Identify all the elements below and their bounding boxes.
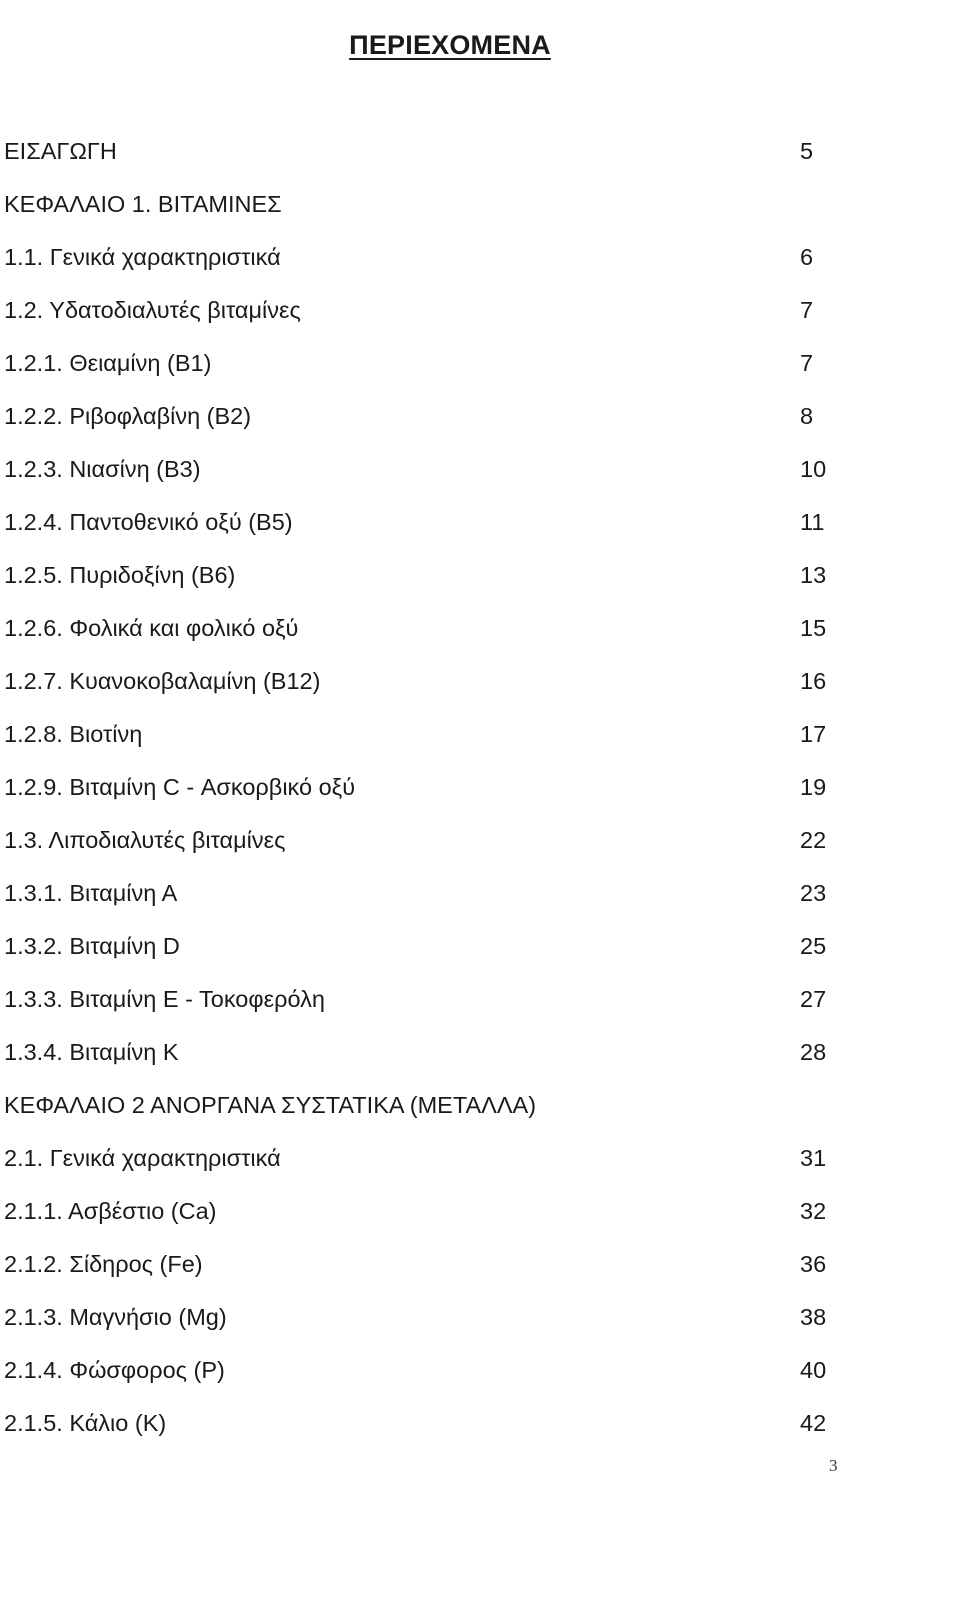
toc-entry-page: 38 [800, 1304, 827, 1330]
toc-entry [0, 1196, 960, 1249]
toc-entry-label: 2.1. Γενικά χαρακτηριστικά [4, 1145, 281, 1171]
toc-entry [0, 878, 960, 931]
toc-entry-page: 28 [800, 1039, 827, 1065]
toc-entry [0, 772, 960, 825]
toc-entry-page: 36 [800, 1251, 827, 1277]
toc-entry-label: 1.2.5. Πυριδοξίνη (Β6) [4, 562, 236, 588]
toc-entry [0, 507, 960, 560]
toc-entry-label: 1.2.1. Θειαμίνη (Β1) [4, 350, 212, 376]
toc-entry [0, 825, 960, 878]
toc-entry-label: 2.1.5. Κάλιο (Κ) [4, 1410, 167, 1436]
toc-chapter-heading [0, 1090, 960, 1143]
toc-chapter-heading [0, 189, 960, 242]
toc-entry-page: 23 [800, 880, 827, 906]
toc-entry-page: 6 [800, 244, 814, 270]
toc-entry-label: 1.2.7. Κυανοκοβαλαμίνη (Β12) [4, 668, 321, 694]
toc-entry-label: ΕΙΣΑΓΩΓΗ [4, 138, 117, 164]
toc-entry-label: ΚΕΦΑΛΑΙΟ 1. ΒΙΤΑΜΙΝΕΣ [4, 191, 282, 217]
toc-entry [0, 1143, 960, 1196]
toc-entry-page: 13 [800, 562, 827, 588]
toc-entry-label: 1.3.4. Βιταμίνη Κ [4, 1039, 179, 1065]
toc-entry-label: 1.2.2. Ριβοφλαβίνη (Β2) [4, 403, 252, 429]
toc-entry [0, 1249, 960, 1302]
toc-entry-page: 22 [800, 827, 827, 853]
page-number: 3 [829, 1456, 838, 1475]
toc-entry-label: 2.1.1. Ασβέστιο (Ca) [4, 1198, 217, 1224]
toc-entry-label: 2.1.4. Φώσφορος (Ρ) [4, 1357, 225, 1383]
toc-entry [0, 401, 960, 454]
toc-entry [0, 295, 960, 348]
toc-entry [0, 613, 960, 666]
toc-entry-label: 1.2.4. Παντοθενικό οξύ (Β5) [4, 509, 293, 535]
toc-entry-label: 1.3.1. Βιταμίνη Α [4, 880, 178, 906]
toc-entry-label: 1.2. Υδατοδιαλυτές βιταμίνες [4, 297, 301, 323]
page-title: ΠΕΡΙΕΧΟΜΕΝΑ [349, 30, 551, 60]
toc-entry-page: 40 [800, 1357, 827, 1383]
toc-entry [0, 666, 960, 719]
toc-entry-label: 1.2.8. Βιοτίνη [4, 721, 143, 747]
toc-entry-label: 1.3.2. Βιταμίνη D [4, 933, 180, 959]
toc-entry-page: 42 [800, 1410, 827, 1436]
toc-entry-page: 7 [800, 350, 814, 376]
toc-entry [0, 1408, 960, 1461]
toc-entry-page: 31 [800, 1145, 827, 1171]
toc-entry [0, 719, 960, 772]
toc-entry [0, 454, 960, 507]
toc-entry [0, 1355, 960, 1408]
toc-entry-page: 8 [800, 403, 814, 429]
toc-entry-label: 1.1. Γενικά χαρακτηριστικά [4, 244, 281, 270]
toc-entry-page: 15 [800, 615, 827, 641]
toc-entry [0, 242, 960, 295]
toc-entry [0, 1037, 960, 1090]
toc-entry-page: 32 [800, 1198, 827, 1224]
toc-entry-label: 1.2.9. Βιταμίνη C - Ασκορβικό οξύ [4, 774, 356, 800]
toc-entry-page: 16 [800, 668, 827, 694]
toc-entry-label: 2.1.3. Μαγνήσιο (Mg) [4, 1304, 227, 1330]
toc-entry-page: 10 [800, 456, 827, 482]
toc-entry-page: 11 [800, 509, 825, 535]
toc-entry-label: ΚΕΦΑΛΑΙΟ 2 ΑΝΟΡΓΑΝΑ ΣΥΣΤΑΤΙΚΑ (ΜΕΤΑΛΛΑ) [4, 1092, 537, 1118]
table-of-contents [0, 136, 960, 1461]
toc-entry-page: 17 [800, 721, 827, 747]
toc-entry [0, 984, 960, 1037]
toc-entry [0, 560, 960, 613]
toc-entry [0, 136, 960, 189]
toc-entry-page: 19 [800, 774, 827, 800]
toc-entry-label: 1.2.6. Φολικά και φολικό οξύ [4, 615, 299, 641]
toc-entry-page: 25 [800, 933, 827, 959]
toc-entry-page: 5 [800, 138, 814, 164]
toc-entry-page: 27 [800, 986, 827, 1012]
toc-entry-label: 1.3. Λιποδιαλυτές βιταμίνες [4, 827, 286, 853]
toc-entry-label: 1.2.3. Νιασίνη (Β3) [4, 456, 201, 482]
toc-entry [0, 348, 960, 401]
toc-entry-page: 7 [800, 297, 814, 323]
toc-entry [0, 931, 960, 984]
toc-entry-label: 2.1.2. Σίδηρος (Fe) [4, 1251, 203, 1277]
toc-entry [0, 1302, 960, 1355]
toc-entry-label: 1.3.3. Βιταμίνη Ε - Τοκοφερόλη [4, 986, 325, 1012]
